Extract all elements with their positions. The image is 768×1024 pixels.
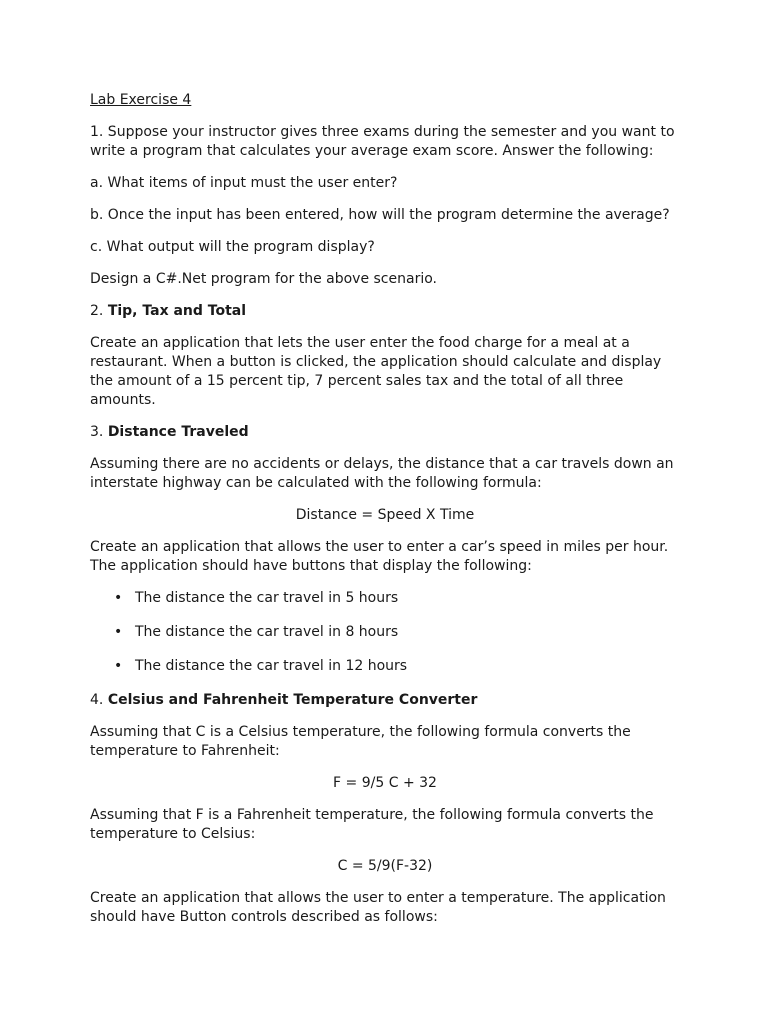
q1-intro: 1. Suppose your instructor gives three exams during the semester and you want to write a program that calculates your average exam score. Answer the following: xyxy=(90,124,675,159)
q3-bullet-list xyxy=(90,589,680,676)
q4-intro-fahrenheit: Assuming that F is a Fahrenheit temperature, the following formula converts the temperature to Celsius: xyxy=(90,807,654,842)
q1-item-a: a. What items of input must the user enter? xyxy=(90,175,398,191)
bullet-icon: • xyxy=(114,658,123,674)
q3-intro: Assuming there are no accidents or delays, the distance that a car travels down an interstate highway can be calculated with the following formula: xyxy=(90,456,674,491)
q4-formula-celsius: C = 5/9(F-32) xyxy=(337,858,433,874)
list-item-text: The distance the car travel in 8 hours xyxy=(135,624,399,640)
list-item-text: The distance the car travel in 12 hours xyxy=(135,658,408,674)
q4-number: 4. xyxy=(90,692,108,708)
bullet-icon: • xyxy=(114,590,123,606)
q3-heading-text: Distance Traveled xyxy=(107,424,249,440)
list-item-text: The distance the car travel in 5 hours xyxy=(135,590,399,606)
bullet-icon: • xyxy=(114,624,123,640)
q2-number: 2. xyxy=(90,303,108,319)
q2-body: Create an application that lets the user enter the food charge for a meal at a restaurant. When a button is clicked, the application should calculate and display the amount of a 15 percent tip, 7 percent sales tax and the total of all three amounts. xyxy=(90,335,662,408)
q1-item-c: c. What output will the program display? xyxy=(90,239,375,255)
q4-intro-celsius: Assuming that C is a Celsius temperature, the following formula converts the temperature to Fahrenheit: xyxy=(90,724,631,759)
q4-formula-fahrenheit: F = 9/5 C + 32 xyxy=(333,775,437,791)
q3-heading xyxy=(90,423,680,442)
q1-item-b: b. Once the input has been entered, how will the program determine the average? xyxy=(90,207,670,223)
document-page xyxy=(90,91,680,940)
list-item xyxy=(90,657,680,676)
document-title: Lab Exercise 4 xyxy=(90,92,192,108)
q4-heading xyxy=(90,691,680,710)
q2-heading-text: Tip, Tax and Total xyxy=(107,303,247,319)
q3-formula: Distance = Speed X Time xyxy=(295,507,475,523)
q4-heading-text: Celsius and Fahrenheit Temperature Converter xyxy=(107,692,478,708)
q2-heading xyxy=(90,302,680,321)
q4-body: Create an application that allows the user to enter a temperature. The application should have Button controls described as follows: xyxy=(90,890,666,925)
q3-number: 3. xyxy=(90,424,108,440)
q1-design: Design a C#.Net program for the above scenario. xyxy=(90,271,437,287)
q3-body: Create an application that allows the user to enter a car’s speed in miles per hour. The application should have buttons that display the following: xyxy=(90,539,669,574)
list-item xyxy=(90,623,680,642)
list-item xyxy=(90,589,680,608)
